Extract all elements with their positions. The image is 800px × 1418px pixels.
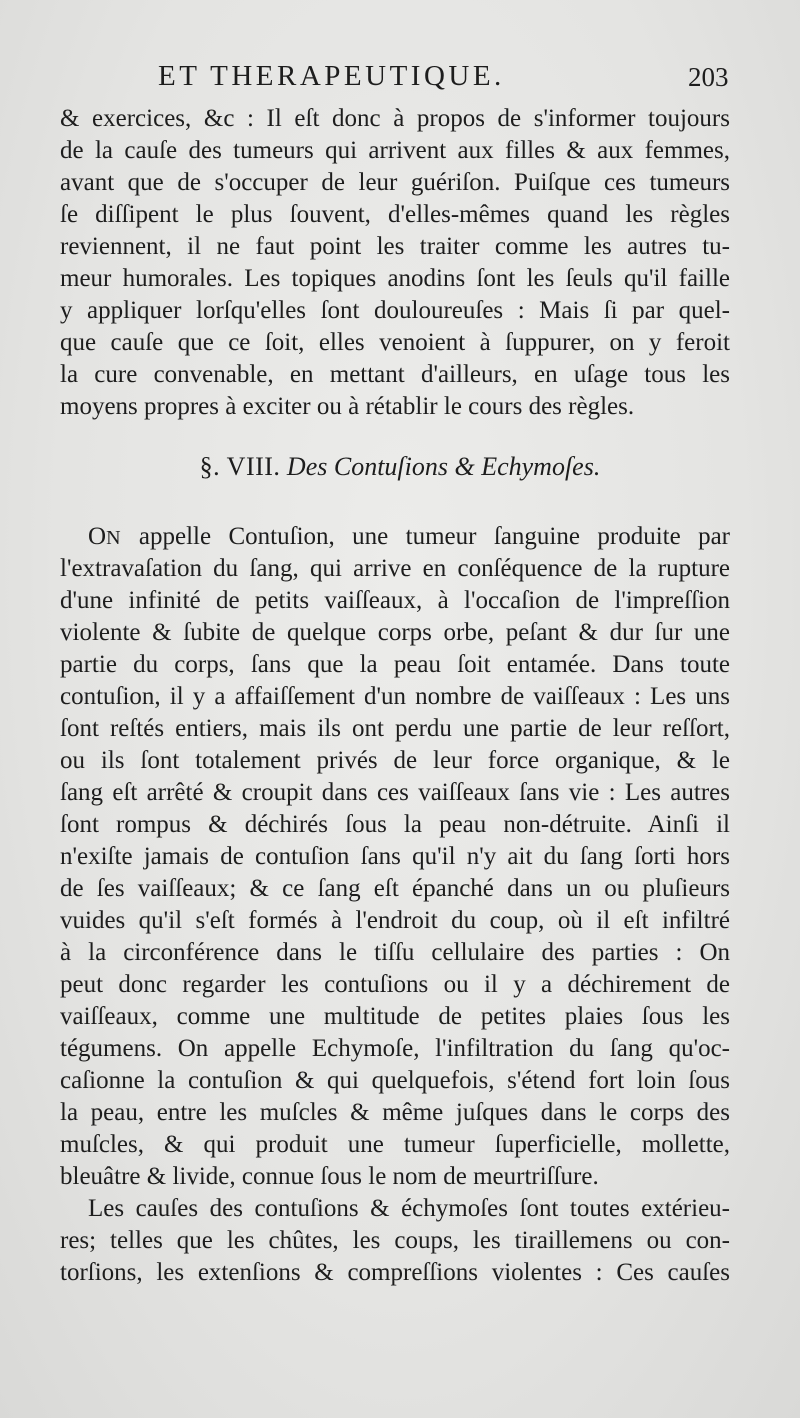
text-line: la cure convenable, en mettant d'ailleurs, en uſage tous les — [60, 361, 730, 388]
text-line: appelle Contuſion, une tumeur ſanguine produite par — [138, 523, 730, 550]
text-line: tégumens. On appelle Echymoſe, l'infiltration du ſang qu'oc- — [60, 1035, 730, 1062]
section-title: Des Contuſions & Echymoſes. — [286, 452, 601, 481]
text-line: ſang eſt arrêté & croupit dans ces vaiſſeaux ſans vie : Les autres — [60, 779, 730, 806]
smallcap-letter: N — [106, 527, 122, 549]
text-line: y appliquer lorſqu'elles ſont douloureuſes : Mais ſi par quel- — [60, 297, 730, 324]
text-line: partie du corps, ſans que la peau ſoit entamée. Dans toute — [60, 651, 730, 678]
text-line: & exercices, &c : Il eſt donc à propos de s'informer toujours — [60, 105, 730, 132]
text-line: ou ils ſont totalement privés de leur force organique, & le — [60, 747, 730, 774]
text-line: l'extravaſation du ſang, qui arrive en conſéquence de la rupture — [60, 555, 730, 582]
running-title: ET THERAPEUTIQUE. — [158, 60, 505, 92]
text-line: que cauſe que ce ſoit, elles venoient à ſuppurer, on y feroit — [60, 329, 730, 356]
text-line: d'une infinité de petits vaiſſeaux, à l'occaſion de l'impreſſion — [60, 587, 730, 614]
text-line: à la circonférence dans le tiſſu cellulaire des parties : On — [60, 939, 730, 966]
text-line: n'exiſte jamais de contuſion ſans qu'il n'y ait du ſang ſorti hors — [60, 843, 730, 870]
text-line: caſionne la contuſion & qui quelquefois, s'étend fort loin ſous — [60, 1067, 730, 1094]
paragraph-opening-line — [88, 522, 730, 553]
text-line: de la cauſe des tumeurs qui arrivent aux filles & aux femmes, — [60, 137, 730, 164]
section-number: §. VIII. — [199, 452, 281, 481]
text-line: reviennent, il ne faut point les traiter comme les autres tu- — [60, 233, 730, 260]
text-line: contuſion, il y a affaiſſement d'un nombre de vaiſſeaux : Les uns — [60, 683, 730, 710]
text-line: Les cauſes des contuſions & échymoſes ſont toutes extérieu- — [88, 1195, 730, 1222]
text-line: ſe diſſipent le plus ſouvent, d'elles-mêmes quand les règles — [60, 201, 730, 228]
dropcap-letter: O — [88, 523, 107, 550]
text-line: la peau, entre les muſcles & même juſques dans le corps des — [60, 1099, 730, 1126]
text-line: violente & ſubite de quelque corps orbe, peſant & dur ſur une — [60, 619, 730, 646]
text-line: bleuâtre & livide, connue ſous le nom de meurtriſſure. — [60, 1163, 599, 1190]
text-line: meur humorales. Les topiques anodins ſont les ſeuls qu'il faille — [60, 265, 730, 292]
text-line: torſions, les extenſions & compreſſions violentes : Ces cauſes — [60, 1259, 730, 1286]
text-line: avant que de s'occuper de leur guériſon. Puiſque ces tumeurs — [60, 169, 730, 196]
text-line: vuides qu'il s'eſt formés à l'endroit du coup, où il eſt infiltré — [60, 907, 730, 934]
text-line: moyens propres à exciter ou à rétablir le cours des règles. — [60, 393, 635, 420]
text-line: de ſes vaiſſeaux; & ce ſang eſt épanché dans un ou pluſieurs — [60, 875, 730, 902]
text-line: ſont reſtés entiers, mais ils ont perdu une partie de leur reſſort, — [60, 715, 730, 742]
section-heading — [0, 452, 800, 482]
text-line: res; telles que les chûtes, les coups, les tiraillemens ou con- — [60, 1227, 730, 1254]
text-line: peut donc regarder les contuſions ou il y a déchirement de — [60, 971, 730, 998]
text-line: ſont rompus & déchirés ſous la peau non-détruite. Ainſi il — [60, 811, 730, 838]
page-header — [0, 60, 800, 100]
text-line: vaiſſeaux, comme une multitude de petites plaies ſous les — [60, 1003, 730, 1030]
text-line: muſcles, & qui produit une tumeur ſuperficielle, mollette, — [60, 1131, 730, 1158]
page-number: 203 — [688, 62, 729, 92]
